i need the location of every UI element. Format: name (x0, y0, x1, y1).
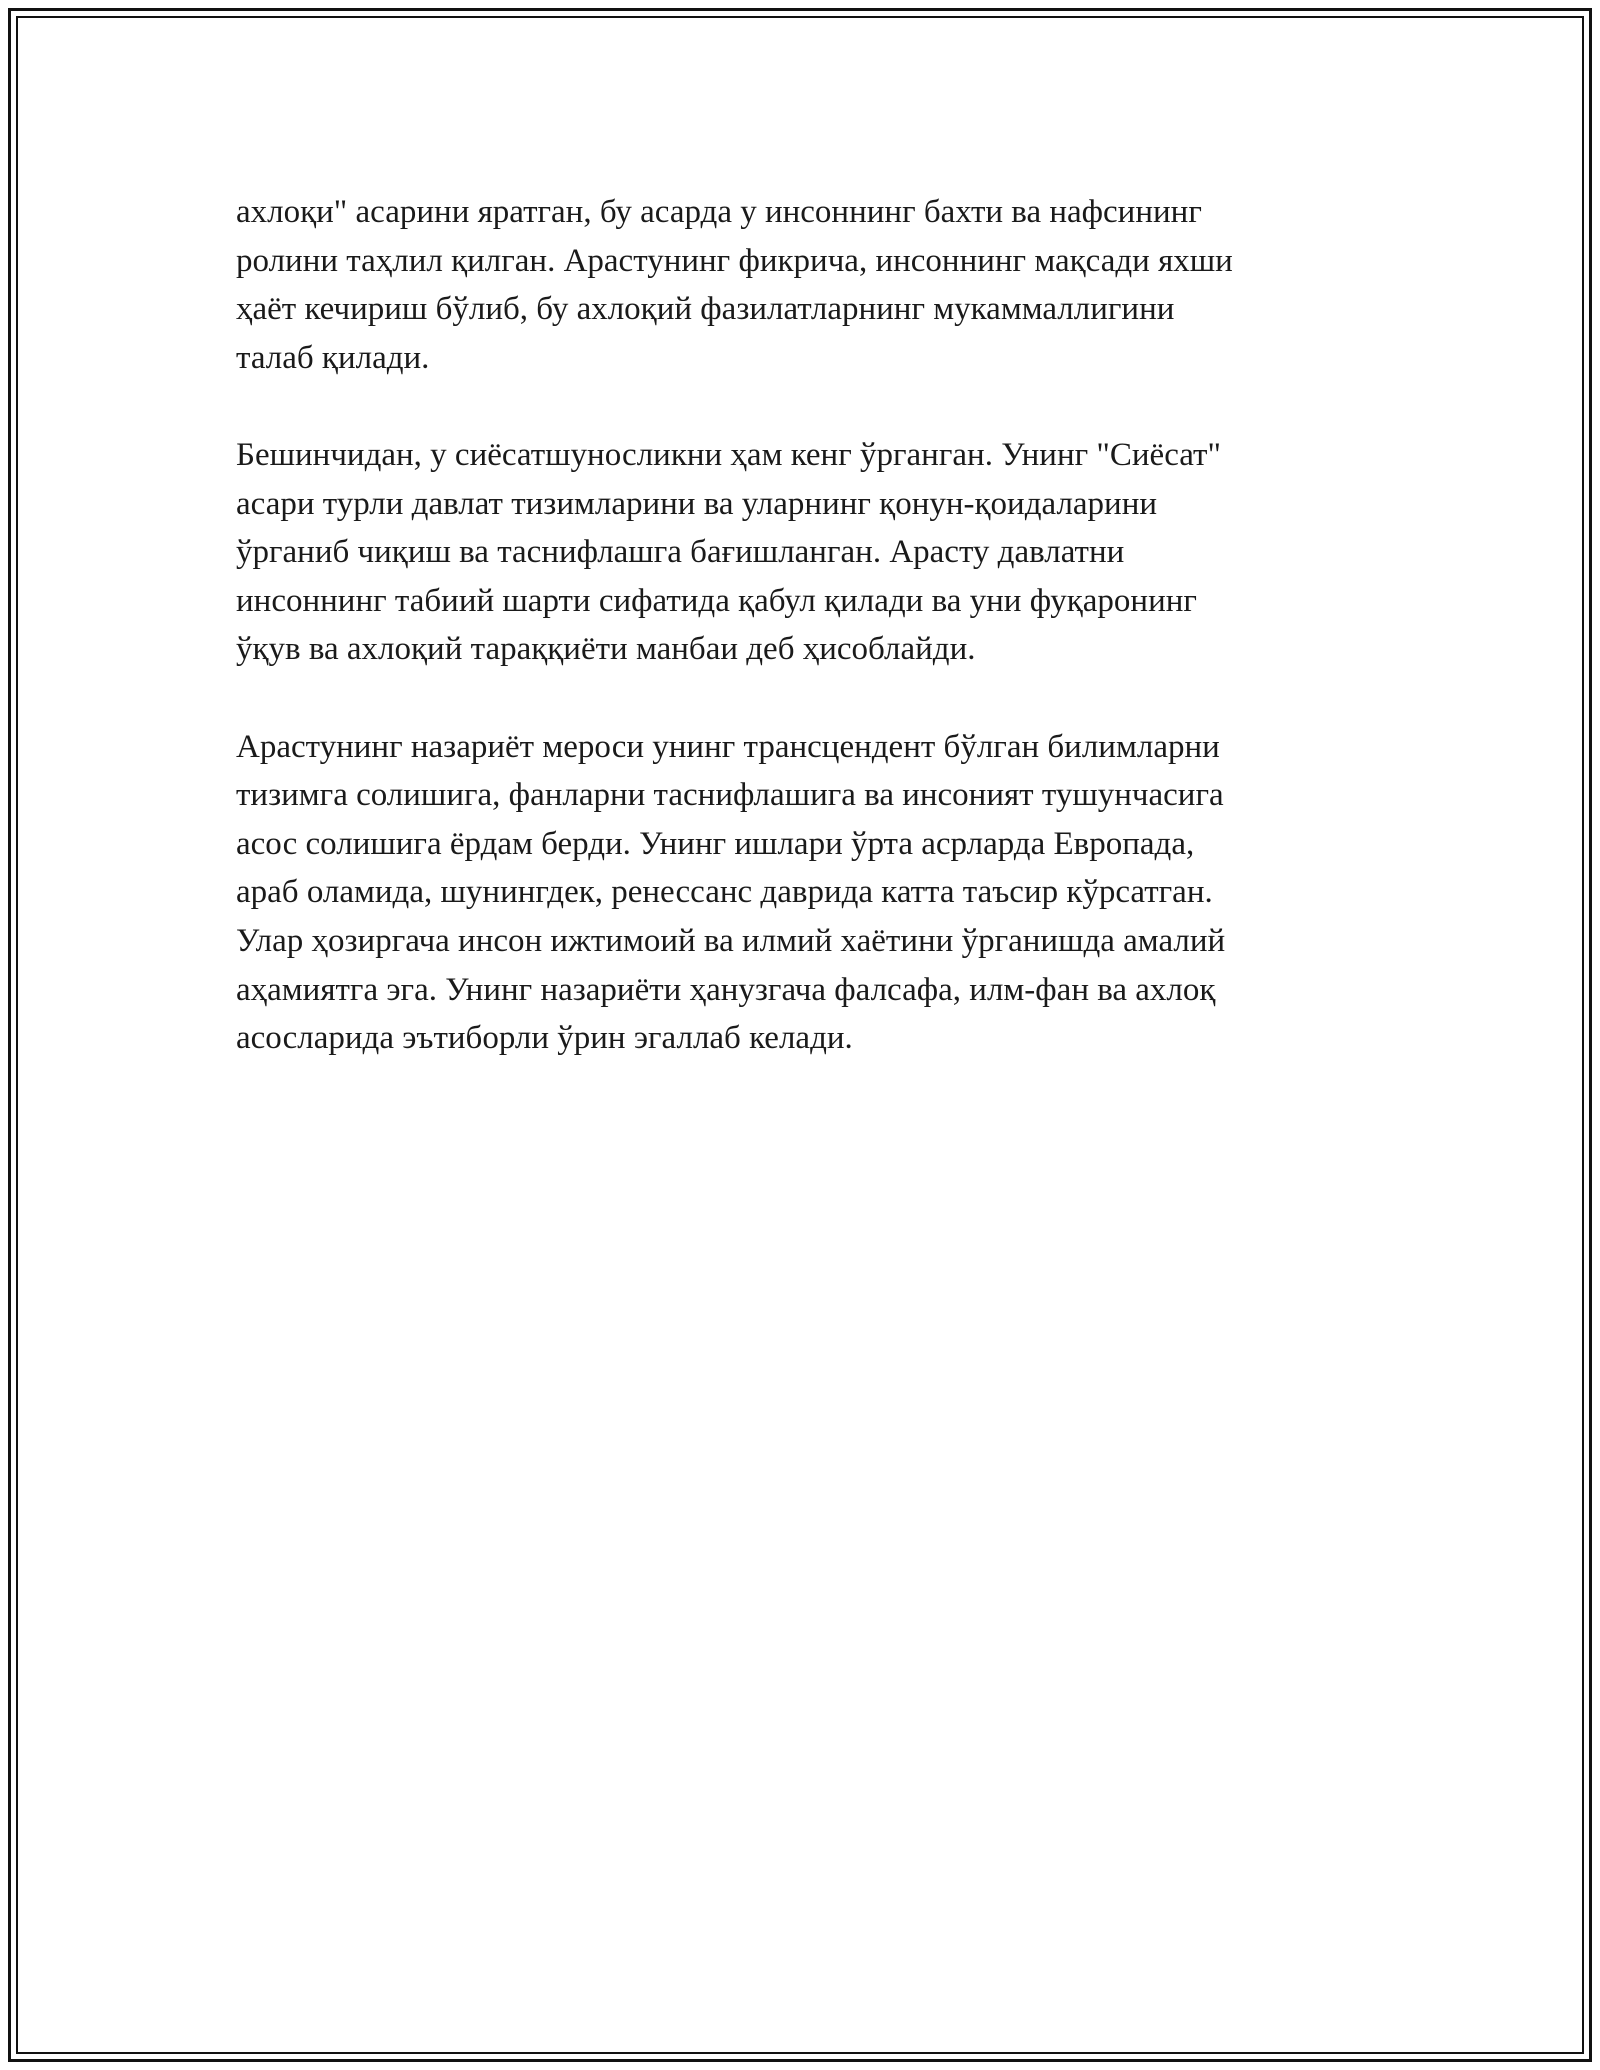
text-line: ўқув ва ахлоқий тараққиёти манбаи деб ҳисоблайди. (236, 631, 976, 668)
text-line: ролини таҳлил қилган. Арастунинг фикрича, инсоннинг мақсади яхши (236, 242, 1233, 279)
text-line: Улар ҳозиргача инсон ижтимоий ва илмий хаётини ўрганишда амалий (236, 922, 1226, 959)
paragraph-1 (236, 188, 1366, 382)
text-line: аҳамиятга эга. Унинг назариёти ҳанузгача фалсафа, илм-фан ва ахлоқ (236, 971, 1216, 1008)
text-line: Бешинчидан, у сиёсатшуносликни ҳам кенг ўрганган. Унинг "Сиёсат" (236, 436, 1221, 473)
text-line: ўрганиб чиқиш ва таснифлашга бағишланган. Арасту давлатни (236, 534, 1125, 571)
text-line: Арастунинг назариёт мероси унинг трансцендент бўлган билимларни (236, 728, 1220, 765)
text-line: талаб қилади. (236, 339, 430, 376)
paragraph-3 (236, 723, 1366, 1063)
text-line: араб оламида, шунингдек, ренессанс даврида катта таъсир кўрсатган. (236, 874, 1213, 911)
text-line: асосларида эътиборли ўрин эгаллаб келади. (236, 1020, 853, 1057)
text-line: ахлоқи" асарини яратган, бу асарда у инсоннинг бахти ва нафсининг (236, 194, 1202, 230)
text-line: инсоннинг табиий шарти сифатида қабул қилади ва уни фуқаронинг (236, 582, 1197, 619)
text-line: ҳаёт кечириш бўлиб, бу ахлоқий фазилатларнинг мукаммаллигини (236, 291, 1175, 328)
text-line: асари турли давлат тизимларини ва уларнинг қонун-қоидаларини (236, 485, 1158, 522)
document-body (236, 188, 1366, 1111)
paragraph-2 (236, 431, 1366, 674)
text-line: тизимга солишига, фанларни таснифлашига ва инсоният тушунчасига (236, 777, 1224, 814)
text-line: асос солишига ёрдам берди. Унинг ишлари ўрта асрларда Европада, (236, 825, 1195, 862)
